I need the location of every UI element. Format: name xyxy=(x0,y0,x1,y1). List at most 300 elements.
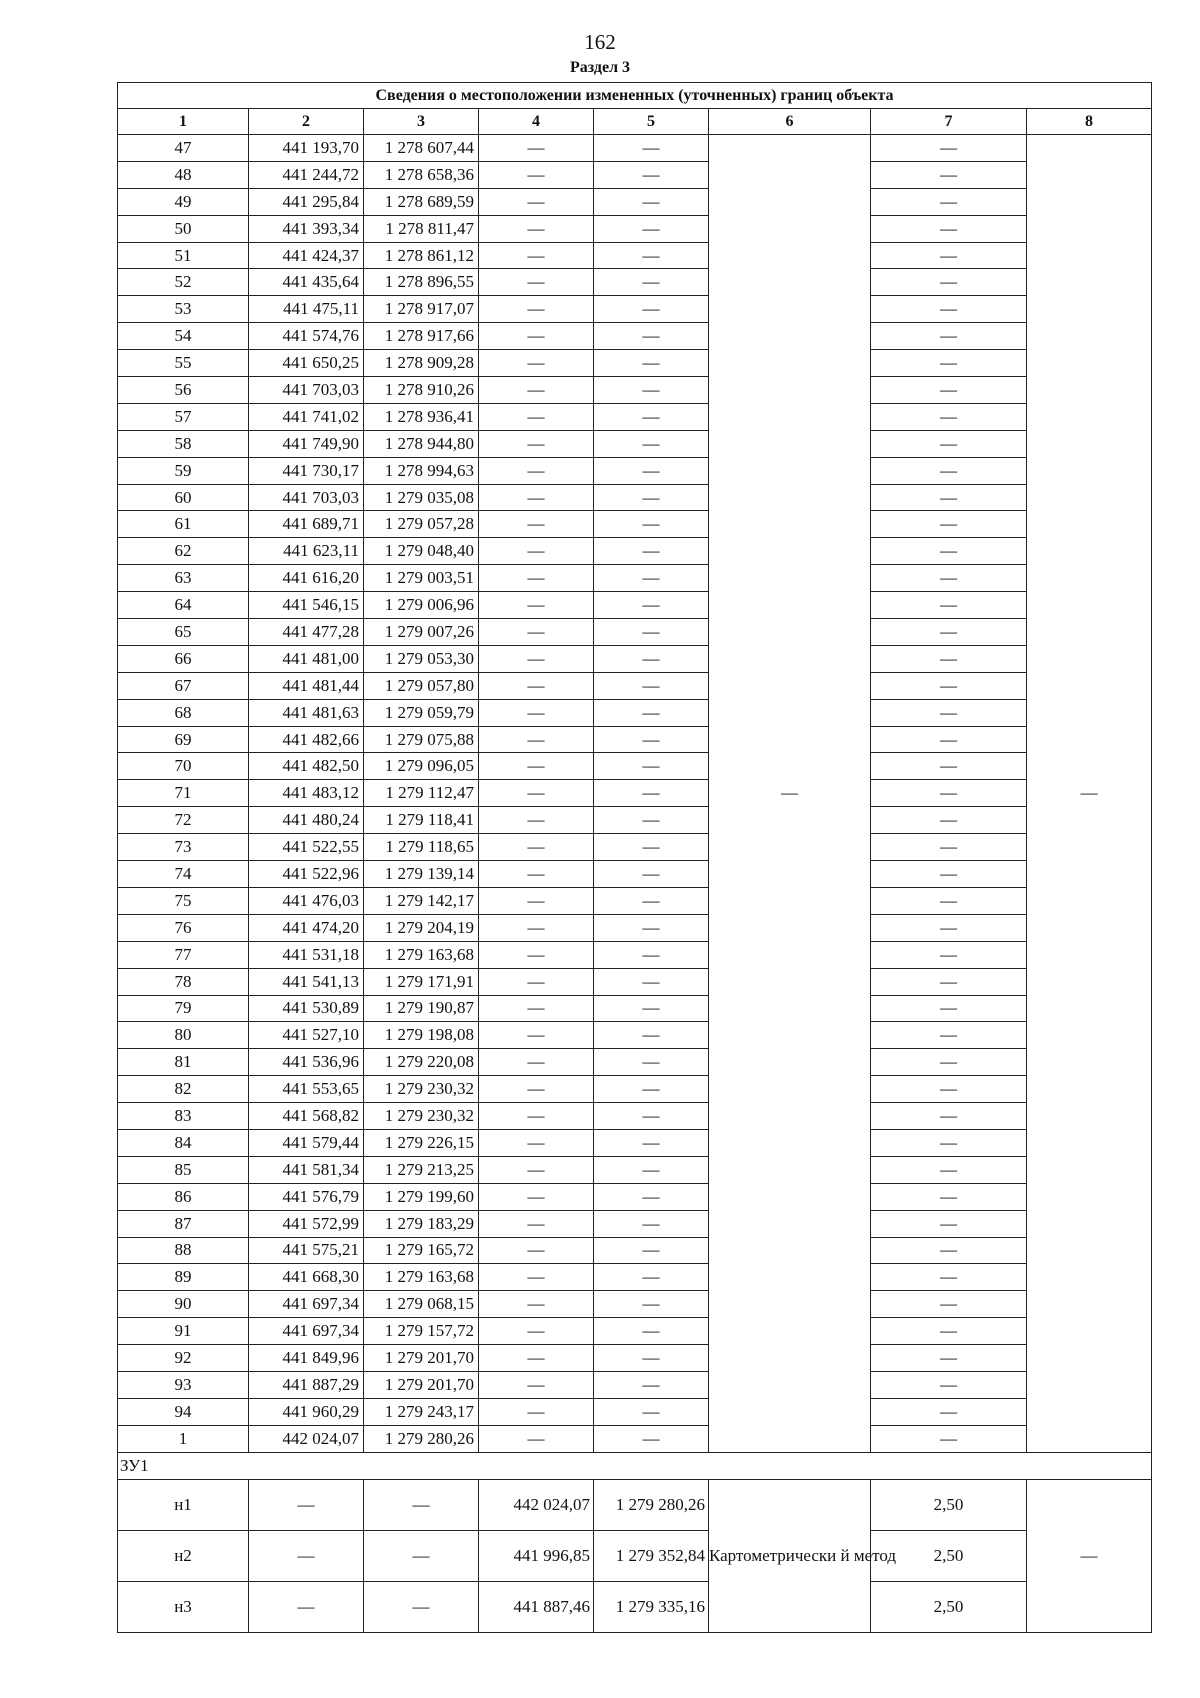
table-row xyxy=(118,1398,1152,1425)
cell-col7: — xyxy=(871,215,1027,242)
cell-y-coord: 1 278 811,47 xyxy=(364,215,479,242)
cell-y-coord: 1 279 190,87 xyxy=(364,995,479,1022)
column-header-3: 3 xyxy=(364,109,479,135)
cell-point: 84 xyxy=(118,1129,249,1156)
cell-col5: — xyxy=(594,323,709,350)
cell-x-coord: 441 887,29 xyxy=(249,1371,364,1398)
zu-col3: — xyxy=(364,1479,479,1530)
cell-col5: — xyxy=(594,350,709,377)
cell-y-coord: 1 278 909,28 xyxy=(364,350,479,377)
cell-x-coord: 441 531,18 xyxy=(249,941,364,968)
cell-y-coord: 1 279 204,19 xyxy=(364,914,479,941)
table-row xyxy=(118,834,1152,861)
cell-point: 73 xyxy=(118,834,249,861)
cell-col4: — xyxy=(479,941,594,968)
cell-x-coord: 441 741,02 xyxy=(249,403,364,430)
table-row xyxy=(118,861,1152,888)
table-row xyxy=(118,565,1152,592)
cell-y-coord: 1 279 198,08 xyxy=(364,1022,479,1049)
cell-x-coord: 441 689,71 xyxy=(249,511,364,538)
cell-point: 69 xyxy=(118,726,249,753)
cell-x-coord: 441 481,44 xyxy=(249,672,364,699)
cell-x-coord: 441 572,99 xyxy=(249,1210,364,1237)
cell-x-coord: 441 960,29 xyxy=(249,1398,364,1425)
cell-y-coord: 1 279 059,79 xyxy=(364,699,479,726)
cell-x-coord: 441 697,34 xyxy=(249,1291,364,1318)
cell-point: 77 xyxy=(118,941,249,968)
cell-col4: — xyxy=(479,780,594,807)
table-row xyxy=(118,1371,1152,1398)
merged-col6: — xyxy=(709,135,871,1453)
cell-col7: — xyxy=(871,1371,1027,1398)
cell-col7: — xyxy=(871,511,1027,538)
cell-x-coord: 441 522,55 xyxy=(249,834,364,861)
table-row xyxy=(118,1022,1152,1049)
table-row xyxy=(118,1237,1152,1264)
zu-col2: — xyxy=(249,1530,364,1581)
cell-x-coord: 441 581,34 xyxy=(249,1156,364,1183)
cell-point: 54 xyxy=(118,323,249,350)
cell-col5: — xyxy=(594,1022,709,1049)
cell-col5: — xyxy=(594,1425,709,1452)
cell-x-coord: 441 193,70 xyxy=(249,135,364,162)
cell-point: 92 xyxy=(118,1345,249,1372)
zu-x-coord: 442 024,07 xyxy=(479,1479,594,1530)
cell-col5: — xyxy=(594,269,709,296)
cell-col7: — xyxy=(871,161,1027,188)
cell-point: 87 xyxy=(118,1210,249,1237)
cell-col5: — xyxy=(594,457,709,484)
cell-col7: — xyxy=(871,350,1027,377)
cell-point: 49 xyxy=(118,188,249,215)
cell-col7: — xyxy=(871,887,1027,914)
cell-col5: — xyxy=(594,834,709,861)
cell-col5: — xyxy=(594,538,709,565)
cell-x-coord: 441 849,96 xyxy=(249,1345,364,1372)
cell-x-coord: 441 482,50 xyxy=(249,753,364,780)
cell-x-coord: 441 475,11 xyxy=(249,296,364,323)
cell-col7: — xyxy=(871,807,1027,834)
cell-x-coord: 441 536,96 xyxy=(249,1049,364,1076)
cell-y-coord: 1 279 048,40 xyxy=(364,538,479,565)
cell-col4: — xyxy=(479,1264,594,1291)
column-header-1: 1 xyxy=(118,109,249,135)
cell-col4: — xyxy=(479,538,594,565)
cell-col7: — xyxy=(871,1425,1027,1452)
table-row xyxy=(118,484,1152,511)
table-row xyxy=(118,699,1152,726)
cell-x-coord: 441 697,34 xyxy=(249,1318,364,1345)
cell-col7: — xyxy=(871,565,1027,592)
cell-col4: — xyxy=(479,1371,594,1398)
cell-col7: — xyxy=(871,323,1027,350)
group-label: ЗУ1 xyxy=(118,1452,1152,1479)
table-row xyxy=(118,1291,1152,1318)
cell-col5: — xyxy=(594,1345,709,1372)
cell-col4: — xyxy=(479,672,594,699)
cell-col7: — xyxy=(871,1076,1027,1103)
cell-x-coord: 441 483,12 xyxy=(249,780,364,807)
cell-x-coord: 441 568,82 xyxy=(249,1103,364,1130)
cell-col5: — xyxy=(594,403,709,430)
cell-x-coord: 441 481,00 xyxy=(249,645,364,672)
cell-x-coord: 441 476,03 xyxy=(249,887,364,914)
cell-col5: — xyxy=(594,995,709,1022)
cell-point: 57 xyxy=(118,403,249,430)
table-row xyxy=(118,269,1152,296)
cell-x-coord: 441 576,79 xyxy=(249,1183,364,1210)
cell-point: 64 xyxy=(118,592,249,619)
cell-point: 51 xyxy=(118,242,249,269)
cell-y-coord: 1 278 689,59 xyxy=(364,188,479,215)
cell-x-coord: 441 481,63 xyxy=(249,699,364,726)
cell-x-coord: 441 474,20 xyxy=(249,914,364,941)
cell-col7: — xyxy=(871,1156,1027,1183)
column-header-7: 7 xyxy=(871,109,1027,135)
cell-col5: — xyxy=(594,565,709,592)
cell-col7: — xyxy=(871,619,1027,646)
zu-method: Картометрически й метод xyxy=(709,1479,871,1632)
table-row xyxy=(118,1076,1152,1103)
cell-y-coord: 1 279 201,70 xyxy=(364,1371,479,1398)
table-row xyxy=(118,995,1152,1022)
cell-col5: — xyxy=(594,1049,709,1076)
table-row xyxy=(118,296,1152,323)
cell-col7: — xyxy=(871,538,1027,565)
cell-col5: — xyxy=(594,699,709,726)
cell-col5: — xyxy=(594,887,709,914)
cell-x-coord: 441 480,24 xyxy=(249,807,364,834)
cell-col4: — xyxy=(479,807,594,834)
cell-col7: — xyxy=(871,1237,1027,1264)
cell-col4: — xyxy=(479,135,594,162)
cell-col5: — xyxy=(594,941,709,968)
cell-point: 86 xyxy=(118,1183,249,1210)
cell-point: 80 xyxy=(118,1022,249,1049)
cell-col5: — xyxy=(594,484,709,511)
cell-point: 58 xyxy=(118,430,249,457)
cell-col4: — xyxy=(479,619,594,646)
cell-y-coord: 1 279 165,72 xyxy=(364,1237,479,1264)
cell-col4: — xyxy=(479,914,594,941)
cell-y-coord: 1 279 007,26 xyxy=(364,619,479,646)
table-row xyxy=(118,135,1152,162)
cell-x-coord: 441 424,37 xyxy=(249,242,364,269)
cell-x-coord: 441 749,90 xyxy=(249,430,364,457)
cell-col5: — xyxy=(594,1210,709,1237)
cell-y-coord: 1 279 003,51 xyxy=(364,565,479,592)
cell-point: 74 xyxy=(118,861,249,888)
cell-col7: — xyxy=(871,1129,1027,1156)
cell-col4: — xyxy=(479,1129,594,1156)
cell-col7: — xyxy=(871,780,1027,807)
cell-y-coord: 1 278 994,63 xyxy=(364,457,479,484)
cell-col4: — xyxy=(479,403,594,430)
cell-col5: — xyxy=(594,1237,709,1264)
cell-x-coord: 441 546,15 xyxy=(249,592,364,619)
cell-col7: — xyxy=(871,834,1027,861)
cell-y-coord: 1 279 068,15 xyxy=(364,1291,479,1318)
table-row xyxy=(118,672,1152,699)
cell-x-coord: 441 477,28 xyxy=(249,619,364,646)
section-title: Раздел 3 xyxy=(569,59,631,76)
cell-col5: — xyxy=(594,1103,709,1130)
cell-point: 70 xyxy=(118,753,249,780)
cell-x-coord: 441 703,03 xyxy=(249,377,364,404)
cell-col7: — xyxy=(871,484,1027,511)
table-row xyxy=(118,592,1152,619)
cell-y-coord: 1 279 096,05 xyxy=(364,753,479,780)
zu-y-coord: 1 279 352,84 xyxy=(594,1530,709,1581)
merged-col8: — xyxy=(1027,135,1152,1453)
cell-col5: — xyxy=(594,780,709,807)
cell-col5: — xyxy=(594,1076,709,1103)
cell-col7: — xyxy=(871,1264,1027,1291)
column-header-6: 6 xyxy=(709,109,871,135)
cell-x-coord: 441 435,64 xyxy=(249,269,364,296)
cell-y-coord: 1 279 243,17 xyxy=(364,1398,479,1425)
zu-col2: — xyxy=(249,1479,364,1530)
cell-y-coord: 1 279 171,91 xyxy=(364,968,479,995)
cell-point: 71 xyxy=(118,780,249,807)
cell-x-coord: 441 575,21 xyxy=(249,1237,364,1264)
zu-y-coord: 1 279 335,16 xyxy=(594,1581,709,1632)
cell-col7: — xyxy=(871,968,1027,995)
table-row xyxy=(118,887,1152,914)
table-row xyxy=(118,780,1152,807)
cell-col4: — xyxy=(479,1183,594,1210)
cell-col5: — xyxy=(594,511,709,538)
cell-col7: — xyxy=(871,135,1027,162)
cell-x-coord: 441 522,96 xyxy=(249,861,364,888)
cell-point: 89 xyxy=(118,1264,249,1291)
cell-col7: — xyxy=(871,1022,1027,1049)
cell-x-coord: 441 616,20 xyxy=(249,565,364,592)
cell-point: 52 xyxy=(118,269,249,296)
table-row xyxy=(118,377,1152,404)
cell-col4: — xyxy=(479,565,594,592)
cell-col4: — xyxy=(479,834,594,861)
cell-col4: — xyxy=(479,296,594,323)
cell-point: 65 xyxy=(118,619,249,646)
cell-col7: — xyxy=(871,377,1027,404)
cell-col4: — xyxy=(479,350,594,377)
zu-col2: — xyxy=(249,1581,364,1632)
cell-point: 68 xyxy=(118,699,249,726)
cell-x-coord: 441 553,65 xyxy=(249,1076,364,1103)
table-row xyxy=(118,538,1152,565)
cell-y-coord: 1 279 220,08 xyxy=(364,1049,479,1076)
cell-y-coord: 1 279 226,15 xyxy=(364,1129,479,1156)
table-row xyxy=(118,323,1152,350)
table-row xyxy=(118,350,1152,377)
cell-x-coord: 441 482,66 xyxy=(249,726,364,753)
cell-col4: — xyxy=(479,323,594,350)
column-header-8: 8 xyxy=(1027,109,1152,135)
cell-point: 72 xyxy=(118,807,249,834)
cell-x-coord: 441 527,10 xyxy=(249,1022,364,1049)
cell-col7: — xyxy=(871,1318,1027,1345)
cell-col5: — xyxy=(594,161,709,188)
cell-col4: — xyxy=(479,215,594,242)
cell-y-coord: 1 279 213,25 xyxy=(364,1156,479,1183)
cell-y-coord: 1 279 230,32 xyxy=(364,1076,479,1103)
cell-point: 62 xyxy=(118,538,249,565)
table-row xyxy=(118,941,1152,968)
cell-col5: — xyxy=(594,1129,709,1156)
cell-col4: — xyxy=(479,645,594,672)
cell-y-coord: 1 279 230,32 xyxy=(364,1103,479,1130)
table-row xyxy=(118,1049,1152,1076)
cell-x-coord: 441 730,17 xyxy=(249,457,364,484)
table-row xyxy=(118,215,1152,242)
cell-col4: — xyxy=(479,1345,594,1372)
page-number: 162 xyxy=(584,30,616,54)
zu-accuracy: 2,50 xyxy=(871,1479,1027,1530)
table-row xyxy=(118,1129,1152,1156)
table-row xyxy=(118,914,1152,941)
cell-col5: — xyxy=(594,807,709,834)
cell-col7: — xyxy=(871,403,1027,430)
cell-x-coord: 442 024,07 xyxy=(249,1425,364,1452)
cell-col7: — xyxy=(871,1049,1027,1076)
table-row xyxy=(118,645,1152,672)
cell-col5: — xyxy=(594,592,709,619)
cell-col4: — xyxy=(479,430,594,457)
cell-point: 78 xyxy=(118,968,249,995)
cell-point: 90 xyxy=(118,1291,249,1318)
cell-point: 91 xyxy=(118,1318,249,1345)
cell-y-coord: 1 279 053,30 xyxy=(364,645,479,672)
table-row xyxy=(118,1156,1152,1183)
cell-point: 53 xyxy=(118,296,249,323)
cell-point: 59 xyxy=(118,457,249,484)
cell-point: 48 xyxy=(118,161,249,188)
cell-x-coord: 441 650,25 xyxy=(249,350,364,377)
boundary-table xyxy=(117,82,1152,1633)
zu-point: н3 xyxy=(118,1581,249,1632)
cell-col7: — xyxy=(871,1398,1027,1425)
cell-col7: — xyxy=(871,861,1027,888)
table-row xyxy=(118,1318,1152,1345)
cell-col4: — xyxy=(479,1291,594,1318)
cell-y-coord: 1 278 917,07 xyxy=(364,296,479,323)
cell-col4: — xyxy=(479,242,594,269)
cell-y-coord: 1 279 142,17 xyxy=(364,887,479,914)
cell-col4: — xyxy=(479,511,594,538)
column-header-5: 5 xyxy=(594,109,709,135)
cell-col7: — xyxy=(871,1345,1027,1372)
zu-accuracy: 2,50 xyxy=(871,1530,1027,1581)
cell-col4: — xyxy=(479,188,594,215)
cell-point: 83 xyxy=(118,1103,249,1130)
cell-col7: — xyxy=(871,753,1027,780)
cell-point: 76 xyxy=(118,914,249,941)
cell-col4: — xyxy=(479,1049,594,1076)
table-row xyxy=(118,1210,1152,1237)
zu-y-coord: 1 279 280,26 xyxy=(594,1479,709,1530)
cell-col7: — xyxy=(871,430,1027,457)
cell-col7: — xyxy=(871,592,1027,619)
cell-point: 63 xyxy=(118,565,249,592)
table-row xyxy=(118,1425,1152,1452)
zu-point: н2 xyxy=(118,1530,249,1581)
zu-x-coord: 441 996,85 xyxy=(479,1530,594,1581)
cell-col5: — xyxy=(594,1291,709,1318)
cell-col7: — xyxy=(871,457,1027,484)
table-row xyxy=(118,807,1152,834)
cell-x-coord: 441 703,03 xyxy=(249,484,364,511)
cell-x-coord: 441 623,11 xyxy=(249,538,364,565)
cell-col4: — xyxy=(479,457,594,484)
cell-x-coord: 441 579,44 xyxy=(249,1129,364,1156)
cell-y-coord: 1 278 944,80 xyxy=(364,430,479,457)
cell-y-coord: 1 278 861,12 xyxy=(364,242,479,269)
cell-y-coord: 1 278 607,44 xyxy=(364,135,479,162)
cell-x-coord: 441 393,34 xyxy=(249,215,364,242)
table-row xyxy=(118,1183,1152,1210)
cell-col5: — xyxy=(594,861,709,888)
table-row xyxy=(118,1345,1152,1372)
cell-y-coord: 1 279 280,26 xyxy=(364,1425,479,1452)
cell-col4: — xyxy=(479,1076,594,1103)
cell-y-coord: 1 278 936,41 xyxy=(364,403,479,430)
cell-point: 61 xyxy=(118,511,249,538)
cell-y-coord: 1 279 057,28 xyxy=(364,511,479,538)
cell-col7: — xyxy=(871,1210,1027,1237)
cell-col5: — xyxy=(594,1318,709,1345)
cell-col4: — xyxy=(479,1022,594,1049)
cell-col5: — xyxy=(594,1371,709,1398)
cell-point: 93 xyxy=(118,1371,249,1398)
cell-y-coord: 1 279 163,68 xyxy=(364,941,479,968)
cell-y-coord: 1 279 201,70 xyxy=(364,1345,479,1372)
table-row xyxy=(118,188,1152,215)
cell-col4: — xyxy=(479,1156,594,1183)
cell-y-coord: 1 279 118,65 xyxy=(364,834,479,861)
cell-y-coord: 1 279 199,60 xyxy=(364,1183,479,1210)
cell-x-coord: 441 244,72 xyxy=(249,161,364,188)
cell-col7: — xyxy=(871,242,1027,269)
zu-x-coord: 441 887,46 xyxy=(479,1581,594,1632)
table-row xyxy=(118,403,1152,430)
cell-point: 60 xyxy=(118,484,249,511)
cell-y-coord: 1 279 075,88 xyxy=(364,726,479,753)
cell-col7: — xyxy=(871,699,1027,726)
column-header-4: 4 xyxy=(479,109,594,135)
cell-col4: — xyxy=(479,1318,594,1345)
zu-col3: — xyxy=(364,1530,479,1581)
cell-col7: — xyxy=(871,645,1027,672)
cell-y-coord: 1 279 163,68 xyxy=(364,1264,479,1291)
cell-col7: — xyxy=(871,941,1027,968)
cell-col5: — xyxy=(594,1264,709,1291)
zu-col8: — xyxy=(1027,1479,1152,1632)
cell-col4: — xyxy=(479,995,594,1022)
table-row xyxy=(118,619,1152,646)
cell-col7: — xyxy=(871,995,1027,1022)
cell-col5: — xyxy=(594,914,709,941)
column-header-2: 2 xyxy=(249,109,364,135)
table-row xyxy=(118,161,1152,188)
cell-point: 1 xyxy=(118,1425,249,1452)
cell-x-coord: 441 541,13 xyxy=(249,968,364,995)
table-row xyxy=(118,511,1152,538)
cell-point: 56 xyxy=(118,377,249,404)
cell-col4: — xyxy=(479,1425,594,1452)
cell-point: 88 xyxy=(118,1237,249,1264)
cell-col5: — xyxy=(594,968,709,995)
